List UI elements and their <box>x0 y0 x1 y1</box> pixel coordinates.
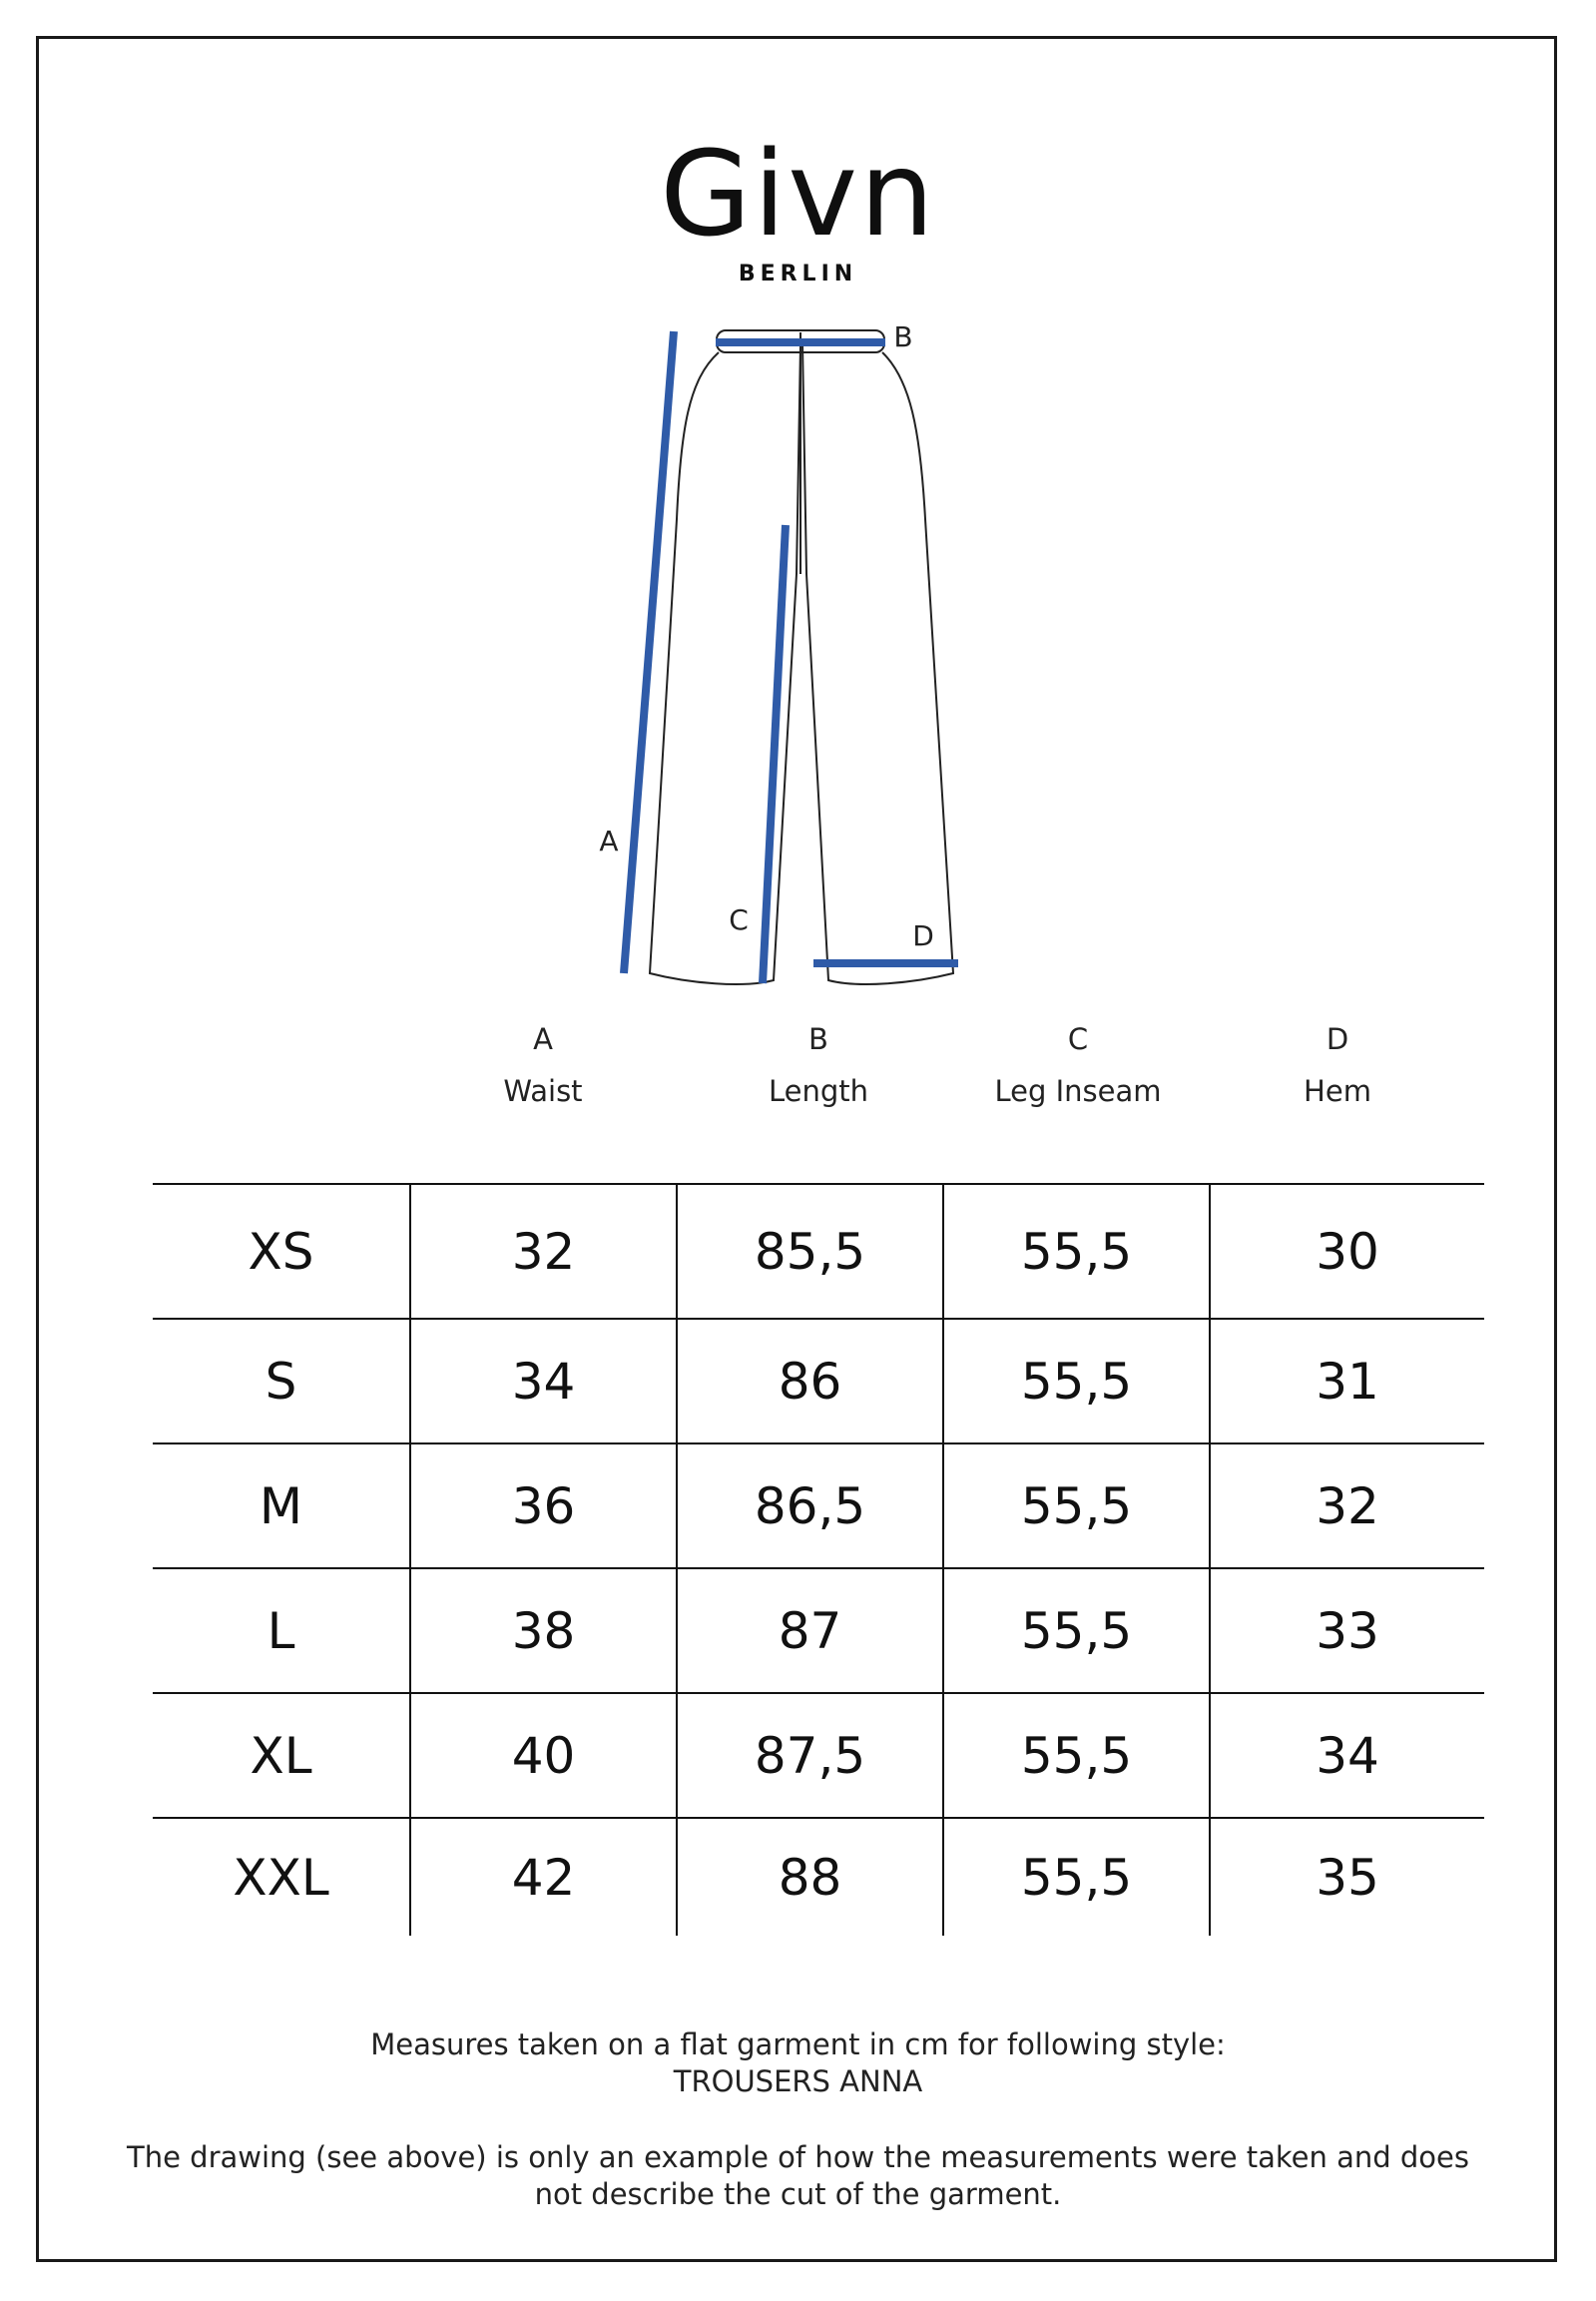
value-cell: 55,5 <box>943 1693 1210 1818</box>
column-letter-b: B <box>808 1022 828 1056</box>
value-cell: 30 <box>1210 1184 1484 1319</box>
brand-logo: Givn <box>660 125 936 263</box>
size-cell: XL <box>153 1693 410 1818</box>
column-letter-a: A <box>533 1022 553 1056</box>
measure-line-c <box>763 525 786 983</box>
table-row <box>153 1443 1484 1568</box>
note-disclaimer-line1: The drawing (see above) is only an example of how the measurements were taken and does <box>127 2140 1469 2174</box>
value-cell: 55,5 <box>943 1443 1210 1568</box>
diagram-label-d: D <box>912 919 934 952</box>
value-cell: 36 <box>410 1443 677 1568</box>
diagram-label-a: A <box>599 825 619 858</box>
table-row <box>153 1319 1484 1443</box>
table-row <box>153 1568 1484 1693</box>
value-cell: 34 <box>1210 1693 1484 1818</box>
diagram-label-c: C <box>729 903 749 936</box>
diagram-label-b: B <box>893 320 913 353</box>
trousers-diagram <box>0 0 1596 1008</box>
value-cell: 55,5 <box>943 1184 1210 1319</box>
table-row <box>153 1693 1484 1818</box>
table-row <box>153 1184 1484 1319</box>
column-label-waist: Waist <box>503 1074 583 1108</box>
value-cell: 32 <box>410 1184 677 1319</box>
note-disclaimer-line2: not describe the cut of the garment. <box>534 2177 1062 2211</box>
size-cell: S <box>153 1319 410 1443</box>
value-cell: 87,5 <box>677 1693 943 1818</box>
column-letter-c: C <box>1067 1022 1089 1056</box>
value-cell: 88 <box>677 1818 943 1936</box>
size-cell: XXL <box>153 1818 410 1936</box>
value-cell: 85,5 <box>677 1184 943 1319</box>
size-cell: XS <box>153 1184 410 1319</box>
brand-city: BERLIN <box>738 262 858 287</box>
column-label-hem: Hem <box>1304 1074 1371 1108</box>
value-cell: 31 <box>1210 1319 1484 1443</box>
value-cell: 86,5 <box>677 1443 943 1568</box>
size-cell: L <box>153 1568 410 1693</box>
value-cell: 35 <box>1210 1818 1484 1936</box>
value-cell: 87 <box>677 1568 943 1693</box>
value-cell: 55,5 <box>943 1818 1210 1936</box>
size-table <box>153 1183 1484 1936</box>
column-label-inseam: Leg Inseam <box>994 1074 1162 1108</box>
value-cell: 55,5 <box>943 1319 1210 1443</box>
note-style-name: TROUSERS ANNA <box>673 2064 923 2098</box>
right-leg-outline <box>802 344 953 984</box>
value-cell: 42 <box>410 1818 677 1936</box>
measure-line-a <box>624 331 674 973</box>
note-measures: Measures taken on a flat garment in cm for following style: <box>370 2027 1226 2061</box>
table-row <box>153 1818 1484 1936</box>
value-cell: 32 <box>1210 1443 1484 1568</box>
column-letter-d: D <box>1326 1022 1349 1056</box>
value-cell: 33 <box>1210 1568 1484 1693</box>
value-cell: 55,5 <box>943 1568 1210 1693</box>
value-cell: 38 <box>410 1568 677 1693</box>
value-cell: 40 <box>410 1693 677 1818</box>
column-label-length: Length <box>768 1074 869 1108</box>
value-cell: 86 <box>677 1319 943 1443</box>
value-cell: 34 <box>410 1319 677 1443</box>
size-cell: M <box>153 1443 410 1568</box>
